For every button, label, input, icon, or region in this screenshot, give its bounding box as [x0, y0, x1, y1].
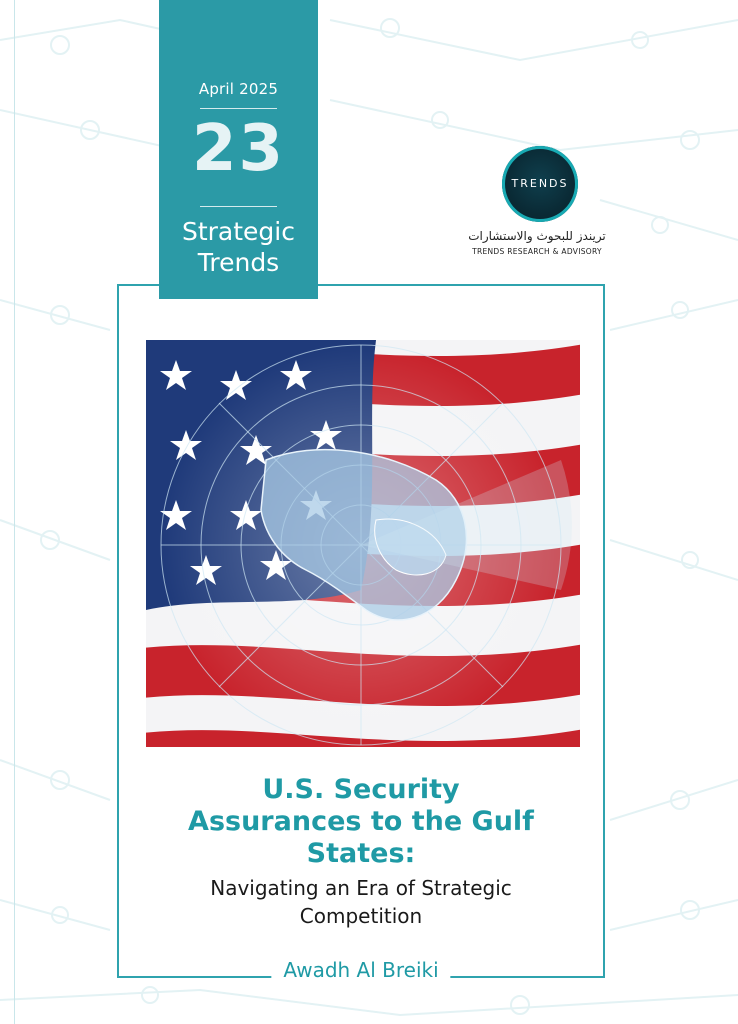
- trends-logo-icon: TRENDS: [502, 146, 578, 222]
- subtitle: [125, 874, 597, 930]
- main-title-line2: Assurances to the Gulf: [188, 806, 534, 837]
- publisher-arabic-name: تريندز للبحوث والاستشارات: [468, 229, 606, 243]
- main-title-line3: States:: [306, 838, 416, 869]
- issue-date: April 2025: [198, 80, 279, 98]
- series-title-line1: Strategic: [181, 217, 295, 246]
- issue-number: 23: [191, 112, 286, 186]
- left-rule: [14, 0, 15, 1024]
- issue-badge: [159, 0, 318, 299]
- main-title-line1: U.S. Security: [262, 774, 460, 805]
- publisher-english-name: TRENDS RESEARCH & ADVISORY: [472, 247, 602, 256]
- author-bar: [117, 958, 605, 998]
- cover-image-us-flag-radar: [146, 340, 580, 747]
- cover-titles: [125, 774, 597, 930]
- publisher-logo: [462, 146, 612, 261]
- series-title-line2: Trends: [197, 248, 280, 277]
- subtitle-line1: Navigating an Era of Strategic: [210, 876, 512, 900]
- series-title: [159, 216, 318, 278]
- badge-divider-bottom: [200, 206, 277, 207]
- subtitle-line2: Competition: [299, 904, 423, 928]
- main-title: [125, 774, 597, 870]
- author-name: Awadh Al Breiki: [271, 958, 450, 982]
- badge-divider-top: [200, 108, 277, 109]
